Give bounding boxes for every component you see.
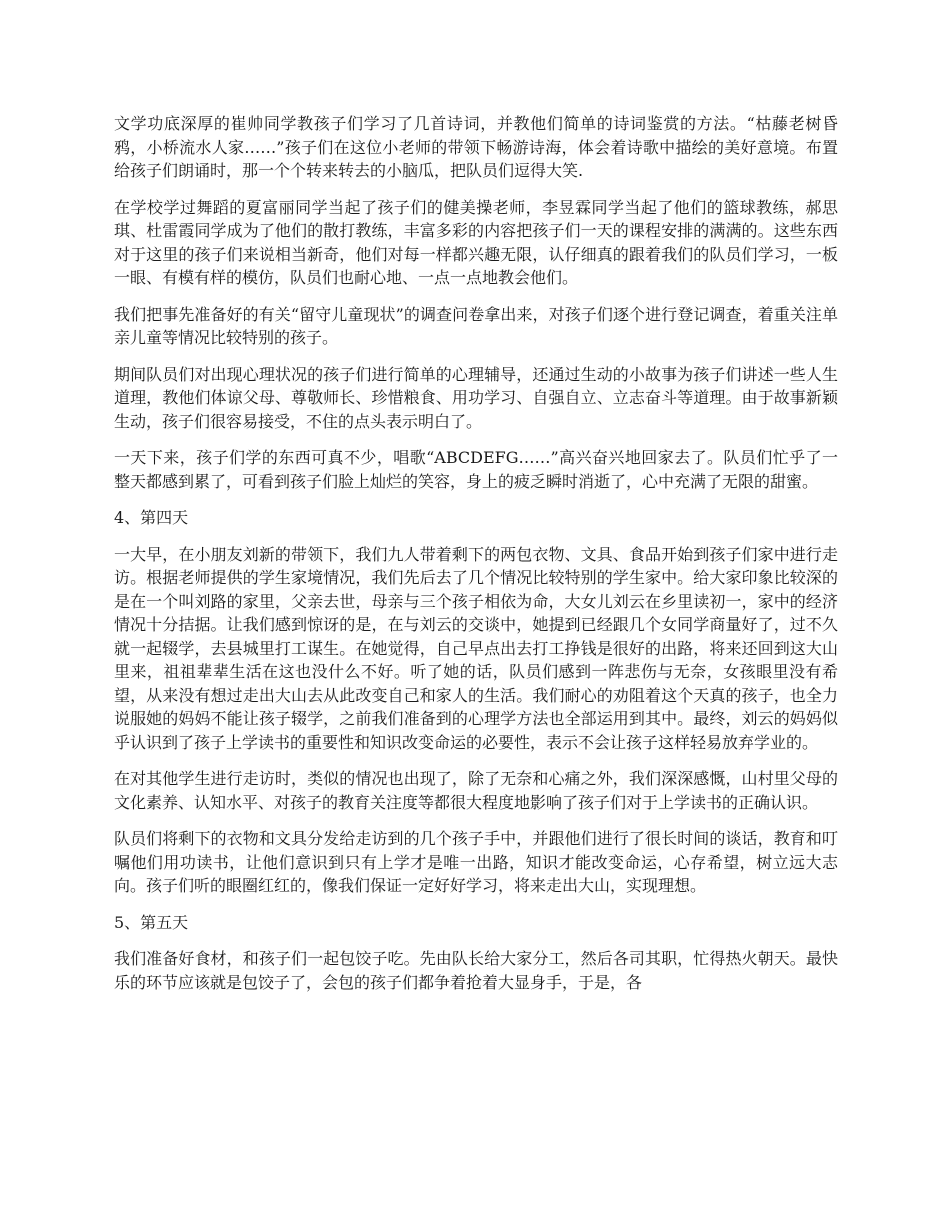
- paragraph-poetry-lesson: 文学功底深厚的崔帅同学教孩子们学习了几首诗词，并教他们简单的诗词鉴赏的方法。“枯藤老树昏鸦，小桥流水人家……”孩子们在这位小老师的带领下畅游诗海，体会着诗歌中描绘的美好意境。布置给孩子们朗诵时，那一个个转来转去的小脑瓜，把队员们逗得大笑.: [114, 114, 838, 180]
- paragraph-other-visits: 在对其他学生进行走访时，类似的情况也出现了，除了无奈和心痛之外，我们深深感慨，山村里父母的文化素养、认知水平、对孩子的教育关注度等都很大程度地影响了孩子们对于上学读书的正确认识。: [114, 769, 838, 812]
- paragraph-distribution: 队员们将剩下的衣物和文具分发给走访到的几个孩子手中，并跟他们进行了很长时间的谈话，教育和叮嘱他们用功读书，让他们意识到只有上学才是唯一出路，知识才能改变命运，心存希望，树立远大志向。孩子们听的眼圈红红的，像我们保证一定好好学习，将来走出大山，实现理想。: [114, 829, 838, 895]
- paragraph-home-visits: 一大早，在小朋友刘新的带领下，我们九人带着剩下的两包衣物、文具、食品开始到孩子们家中进行走访。根据老师提供的学生家境情况，我们先后去了几个情况比较特别的学生家中。给大家印象比较深的是在一个叫刘路的家里，父亲去世，母亲与三个孩子相依为命，大女儿刘云在乡里读初一，家中的经济情况十分拮据。让我们感到惊讶的是，在与刘云的交谈中，她提到已经跟几个女同学商量好了，过不久就一起辍学，去县城里打工谋生。在她觉得，自己早点出去打工挣钱是很好的出路，将来还回到这大山里来，祖祖辈辈生活在这也没什么不好。听了她的话，队员们感到一阵悲伤与无奈，女孩眼里没有希望，从来没有想过走出大山去从此改变自己和家人的生活。我们耐心的劝阻着这个天真的孩子，也全力说服她的妈妈不能让孩子辍学，之前我们准备到的心理学方法也全部运用到其中。最终，刘云的妈妈似乎认识到了孩子上学读书的重要性和知识改变命运的必要性，表示不会让孩子这样轻易放弃学业的。: [114, 544, 838, 752]
- paragraph-sports-lessons: 在学校学过舞蹈的夏富丽同学当起了孩子们的健美操老师，李昱霖同学当起了他们的篮球教练，郝思琪、杜雷霞同学成为了他们的散打教练，丰富多彩的内容把孩子们一天的课程安排的满满的。这些东西对于这里的孩子们来说相当新奇，他们对每一样都兴趣无限，认仔细真的跟着我们的队员们学习，一板一眼、有模有样的模仿，队员们也耐心地、一点一点地教会他们。: [114, 197, 838, 287]
- paragraph-day-summary: 一天下来，孩子们学的东西可真不少，唱歌“ABCDEFG……”高兴奋兴地回家去了。队员们忙乎了一整天都感到累了，可看到孩子们脸上灿烂的笑容，身上的疲乏瞬时消逝了，心中充满了无限的甜蜜。: [114, 448, 838, 491]
- section-heading-day-four: 4、第四天: [114, 508, 189, 527]
- section-heading-day-five: 5、第五天: [114, 912, 189, 932]
- paragraph-dumplings: 我们准备好食材，和孩子们一起包饺子吃。先由队长给大家分工，然后各司其职，忙得热火朝天。最快乐的环节应该就是包饺子了，会包的孩子们都争着抢着大显身手，于是，各: [114, 949, 838, 992]
- paragraph-survey: 我们把事先准备好的有关“留守儿童现状”的调查问卷拿出来，对孩子们逐个进行登记调查，着重关注单亲儿童等情况比较特别的孩子。: [114, 304, 838, 347]
- document-page: [114, 112, 838, 1007]
- paragraph-counseling: 期间队员们对出现心理状况的孩子们进行简单的心理辅导，还通过生动的小故事为孩子们讲述一些人生道理，教他们体谅父母、尊敬师长、珍惜粮食、用功学习、自强自立、立志奋斗等道理。由于故事新颖生动，孩子们很容易接受，不住的点头表示明白了。: [114, 364, 838, 431]
